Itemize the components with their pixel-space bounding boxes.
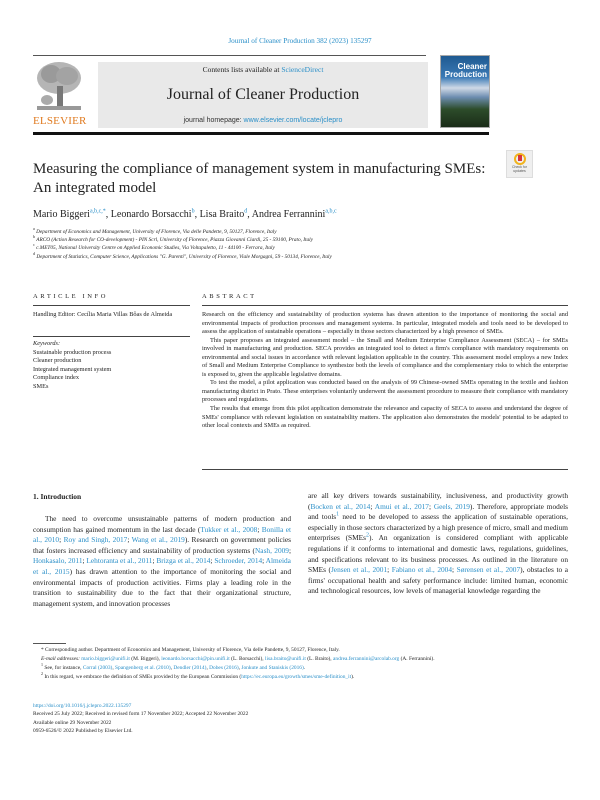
cover-title-line2: Production xyxy=(444,70,487,79)
journal-cover-image[interactable] xyxy=(440,55,490,128)
keyword: Cleaner production xyxy=(33,357,82,365)
citation-link[interactable]: Bocken et al., 2014 xyxy=(310,501,371,511)
email-link[interactable]: leonardo.borsacchi@pin.unifi.it xyxy=(161,656,230,662)
body-column-left xyxy=(33,514,291,609)
keyword: Integrated management system xyxy=(33,365,112,373)
available-online: Available online 29 November 2022 xyxy=(33,719,112,726)
received-dates: Received 25 July 2022; Received in revised form 17 November 2022; Accepted 22 November 2022 xyxy=(33,711,249,718)
journal-homepage-link[interactable]: www.elsevier.com/locate/jclepro xyxy=(243,117,343,124)
abstract-heading: ABSTRACT xyxy=(202,293,257,300)
corresponding-author-note: * Corresponding author. Department of Economics and Management, University of Florence, Via delle Pandette, 9, 50127, Florence, Italy. xyxy=(41,647,340,653)
keywords-label: Keywords: xyxy=(33,340,61,347)
affiliation: $^d$ Department of Statistics, Computer Science, Applications "G. Parenti", University of Florence, Viale Morgagni, 59 - 50134, Florence, Italy xyxy=(33,250,332,260)
affiliation: $^c$ c.MET05, National University Centre on Applied Economic Studies, Via Voltapaletto, 11 - 44100 - Ferrara, Italy xyxy=(33,242,275,252)
affiliations xyxy=(33,228,573,261)
elsevier-logo[interactable] xyxy=(33,60,86,130)
abstract-rule-top xyxy=(202,305,568,306)
author-list: Mario Biggeri$^{a,b,c,*}$, Leonardo Borsacchi$^b$, Lisa Braito$^d$, Andrea Ferrannini$^{a,b,c}$ xyxy=(33,208,337,220)
affiliation: $^b$ ARCO (Action Research for CO-development) - PIN Scrl, University of Florence, Piazza Giovanni Ciardi, 25 - 59100, Prato, Italy xyxy=(33,234,313,244)
citation-link[interactable]: Spangenberg et al. (2010) xyxy=(115,665,171,671)
sme-definition-link[interactable]: https://ec.europa.eu/growth/smes/sme-definition_it xyxy=(241,674,352,680)
citation-link[interactable]: Schroeder, 2014 xyxy=(214,556,263,566)
crossmark-icon xyxy=(514,153,526,165)
citation-link[interactable]: Jensen et al., 2001 xyxy=(330,565,388,575)
homepage-line: journal homepage: www.elsevier.com/locate/jclepro xyxy=(183,117,343,124)
citation-link[interactable]: Amui et al., 2017 xyxy=(374,501,429,511)
body-column-right xyxy=(308,491,568,597)
keyword: Sustainable production process xyxy=(33,348,112,356)
footnotes xyxy=(33,646,568,682)
author-name[interactable]: Andrea Ferrannini xyxy=(251,209,326,220)
article-title: Measuring the compliance of management system in manufacturing SMEs: An integrated model xyxy=(33,161,486,196)
author-name[interactable]: Lisa Braito xyxy=(199,209,245,220)
citation-link[interactable]: Brizga et al., 2014 xyxy=(156,556,211,566)
citation-link[interactable]: Tukker et al., 2008 xyxy=(200,524,258,534)
article-info-heading: ARTICLE INFO xyxy=(33,293,109,300)
abstract-paragraph: Research on the efficiency and sustainability of production systems has drawn attention to the importance of monitoring the social and environmental impacts of production processes and management systems. In particular, integrated models and tools need to be developed to assess the application of sustainable operations – especially in those sectors characterized by a high presence of SMEs. xyxy=(202,311,568,336)
citation-link[interactable]: Fabiano et al., 2004 xyxy=(391,565,453,575)
keyword: SMEs xyxy=(33,382,49,390)
abstract-body xyxy=(202,311,568,431)
footnote-ref-1[interactable]: 1 xyxy=(336,511,340,518)
email-link[interactable]: andrea.ferrannini@arcolab.org xyxy=(333,656,400,662)
crossmark-label: Check for updates xyxy=(512,165,527,173)
citation-link[interactable]: Wang et al., 2019 xyxy=(131,535,185,545)
introduction-heading: 1. Introduction xyxy=(33,492,82,501)
author-affiliation-marks[interactable]: a,b,c xyxy=(325,208,337,215)
handling-editor: Handling Editor: Cecília Maria Villas Bôas de Almeida xyxy=(33,311,173,318)
cover-title-line1: Cleaner xyxy=(457,62,487,71)
citation-link[interactable]: Corral (2003) xyxy=(82,665,113,671)
abstract-paragraph: The results that emerge from this pilot application demonstrate the relevance and capacity of SECA to assess and understand the degree of SMEs' compliance with relevant legislation on sustainability matters. The application also demonstrates the models' potential to be adapted to other local contexts and SMEs as required. xyxy=(202,405,568,430)
journal-title: Journal of Cleaner Production xyxy=(166,86,360,103)
citation-link[interactable]: Dendler (2014) xyxy=(173,665,207,671)
email-addresses: E-mail addresses: mario.biggeri@unifi.it (M. Biggeri), leonardo.borsacchi@pin.unifi.it (L. Borsacchi), lisa.braito@unifi.it (L. Braito), andrea.ferrannini@arcolab.org (A. Ferrannini). xyxy=(41,656,435,662)
citation-link[interactable]: Jonkute and Staniskis (2016) xyxy=(241,665,304,671)
abstract-paragraph: To test the model, a pilot application was conducted based on the analysis of 99 Chinese-owned SMEs operating in the textile and fashion manufacturing district in Prato. These enterprises voluntarily underwent the assessment procedure to measure their compliance with mandatory processes and regulations. xyxy=(202,379,568,404)
publication-info xyxy=(33,702,568,735)
email-link[interactable]: lisa.braito@unifi.it xyxy=(265,656,306,662)
abstract-rule-bottom xyxy=(202,469,568,470)
footnote-2: $^2$ In this regard, we embrace the definition of SMEs provided by the European Commission (https://ec.europa.eu/growth/smes/sme-definition_it). xyxy=(41,671,355,680)
citation-link[interactable]: Nash, 2009 xyxy=(255,545,289,555)
body-paragraph: The need to overcome unsustainable patterns of modern production and consumption has gained momentum in the last decade (Tukker et al., 2008; Bonilla et al., 2010; Roy and Singh, 2017; Wang et al., 2019). Research on government policies that fosters increased efficiency and sustainability of production systems (Nash, 2009; Honkasalo, 2011; Lehtoranta et al., 2011; Brizga et al., 2014; Schroeder, 2014; Almeida et al., 2015) has drawn attention to the importance of monitoring the social and environmental impacts of production activities. Firms play a leading role in the transition to sustainability due to the fact that their organizational structure, management system, and innovation processes xyxy=(33,514,292,608)
keywords-rule xyxy=(33,336,190,337)
citation-link[interactable]: Lehtoranta et al., 2011 xyxy=(86,556,153,566)
check-for-updates-button[interactable] xyxy=(506,150,533,178)
contents-line: Contents lists available at ScienceDirect xyxy=(202,65,324,74)
author-affiliation-marks[interactable]: b xyxy=(191,208,195,215)
abstract-paragraph: This paper proposes an integrated assessment model – the Small and Medium Enterprise Compliance Assessment (SECA) – for SMEs involved in manufacturing and production. SECA provides an integrated tool to detect a firm's compliance with mandatory requirements on environmental and social issues in accordance with relevant legislation applicable in the country. This assessment model employs a new Index of Small and Medium Enterprise Compliance to synthesize both the levels of compliance and the complementary risks to which the enterprise is exposed to, given the applicable legislative domains. xyxy=(202,336,568,378)
email-link[interactable]: mario.biggeri@unifi.it xyxy=(81,656,130,662)
author-affiliation-marks[interactable]: a,b,c,* xyxy=(89,208,106,215)
affiliation: $^a$ Department of Economics and Management, University of Florence, Via delle Pandette, 9, 50127, Florence, Italy xyxy=(33,226,277,235)
footnote-1: $^1$ See, for instance, Corral (2003), Spangenberg et al. (2010), Dendler (2014), Dobes (2016), Jonkute and Staniskis (2016). xyxy=(41,662,306,671)
citation-link[interactable]: Sørensen et al., 2007 xyxy=(456,565,521,575)
keyword: Compliance index xyxy=(33,374,79,382)
journal-reference-link[interactable]: Journal of Cleaner Production 382 (2023) 135297 xyxy=(228,37,372,45)
citation-link[interactable]: Honkasalo, 2011 xyxy=(33,556,83,566)
journal-banner xyxy=(98,62,428,128)
elsevier-wordmark: ELSEVIER xyxy=(33,115,87,127)
citation-link[interactable]: Roy and Singh, 2017 xyxy=(63,535,128,545)
header-thick-rule xyxy=(33,132,489,135)
citation-link[interactable]: Bonilla et al., 2010 xyxy=(33,524,291,545)
footnote-ref-2[interactable]: 2 xyxy=(365,532,369,539)
keywords-block xyxy=(33,340,190,392)
doi-link[interactable]: https://doi.org/10.1016/j.jclepro.2022.135297 xyxy=(33,703,132,709)
citation-link[interactable]: Almeida et al., 2015 xyxy=(33,556,291,576)
header-rule xyxy=(33,55,426,56)
body-paragraph: are all key drivers towards sustainability, inclusiveness, and productivity growth (Bocken et al., 2014; Amui et al., 2017; Geels, 2019). Therefore, appropriate models and tools$^1$ need to be developed to assess the application of sustainable operations, especially in those sectors characterized by a high presence of micro, small and medium enterprises (SMEs$^2$). An organization is considered compliant with applicable regulations if it conforms to international and domestic laws, regulations, guidelines, and specifications relevant to its business processes. As outlined in the literature on SMEs (Jensen et al., 2001; Fabiano et al., 2004; Sørensen et al., 2007), obstacles to a firms' occupational health and safety performance include: limited human, economic and technological resources, low levels of managerial knowledge regarding the xyxy=(308,491,568,596)
sciencedirect-link[interactable]: ScienceDirect xyxy=(281,65,324,74)
copyright: 0959-6526/© 2022 Published by Elsevier Ltd. xyxy=(33,727,133,734)
author-name[interactable]: Mario Biggeri xyxy=(33,209,90,220)
citation-link[interactable]: Geels, 2019 xyxy=(433,501,470,511)
citation-link[interactable]: Dobes (2016) xyxy=(209,665,239,671)
author-name[interactable]: Leonardo Borsacchi xyxy=(110,209,192,220)
article-info-rule xyxy=(33,305,190,306)
elsevier-tree-icon xyxy=(35,60,83,114)
footnote-rule xyxy=(33,643,66,644)
author-affiliation-marks[interactable]: d xyxy=(244,208,248,215)
